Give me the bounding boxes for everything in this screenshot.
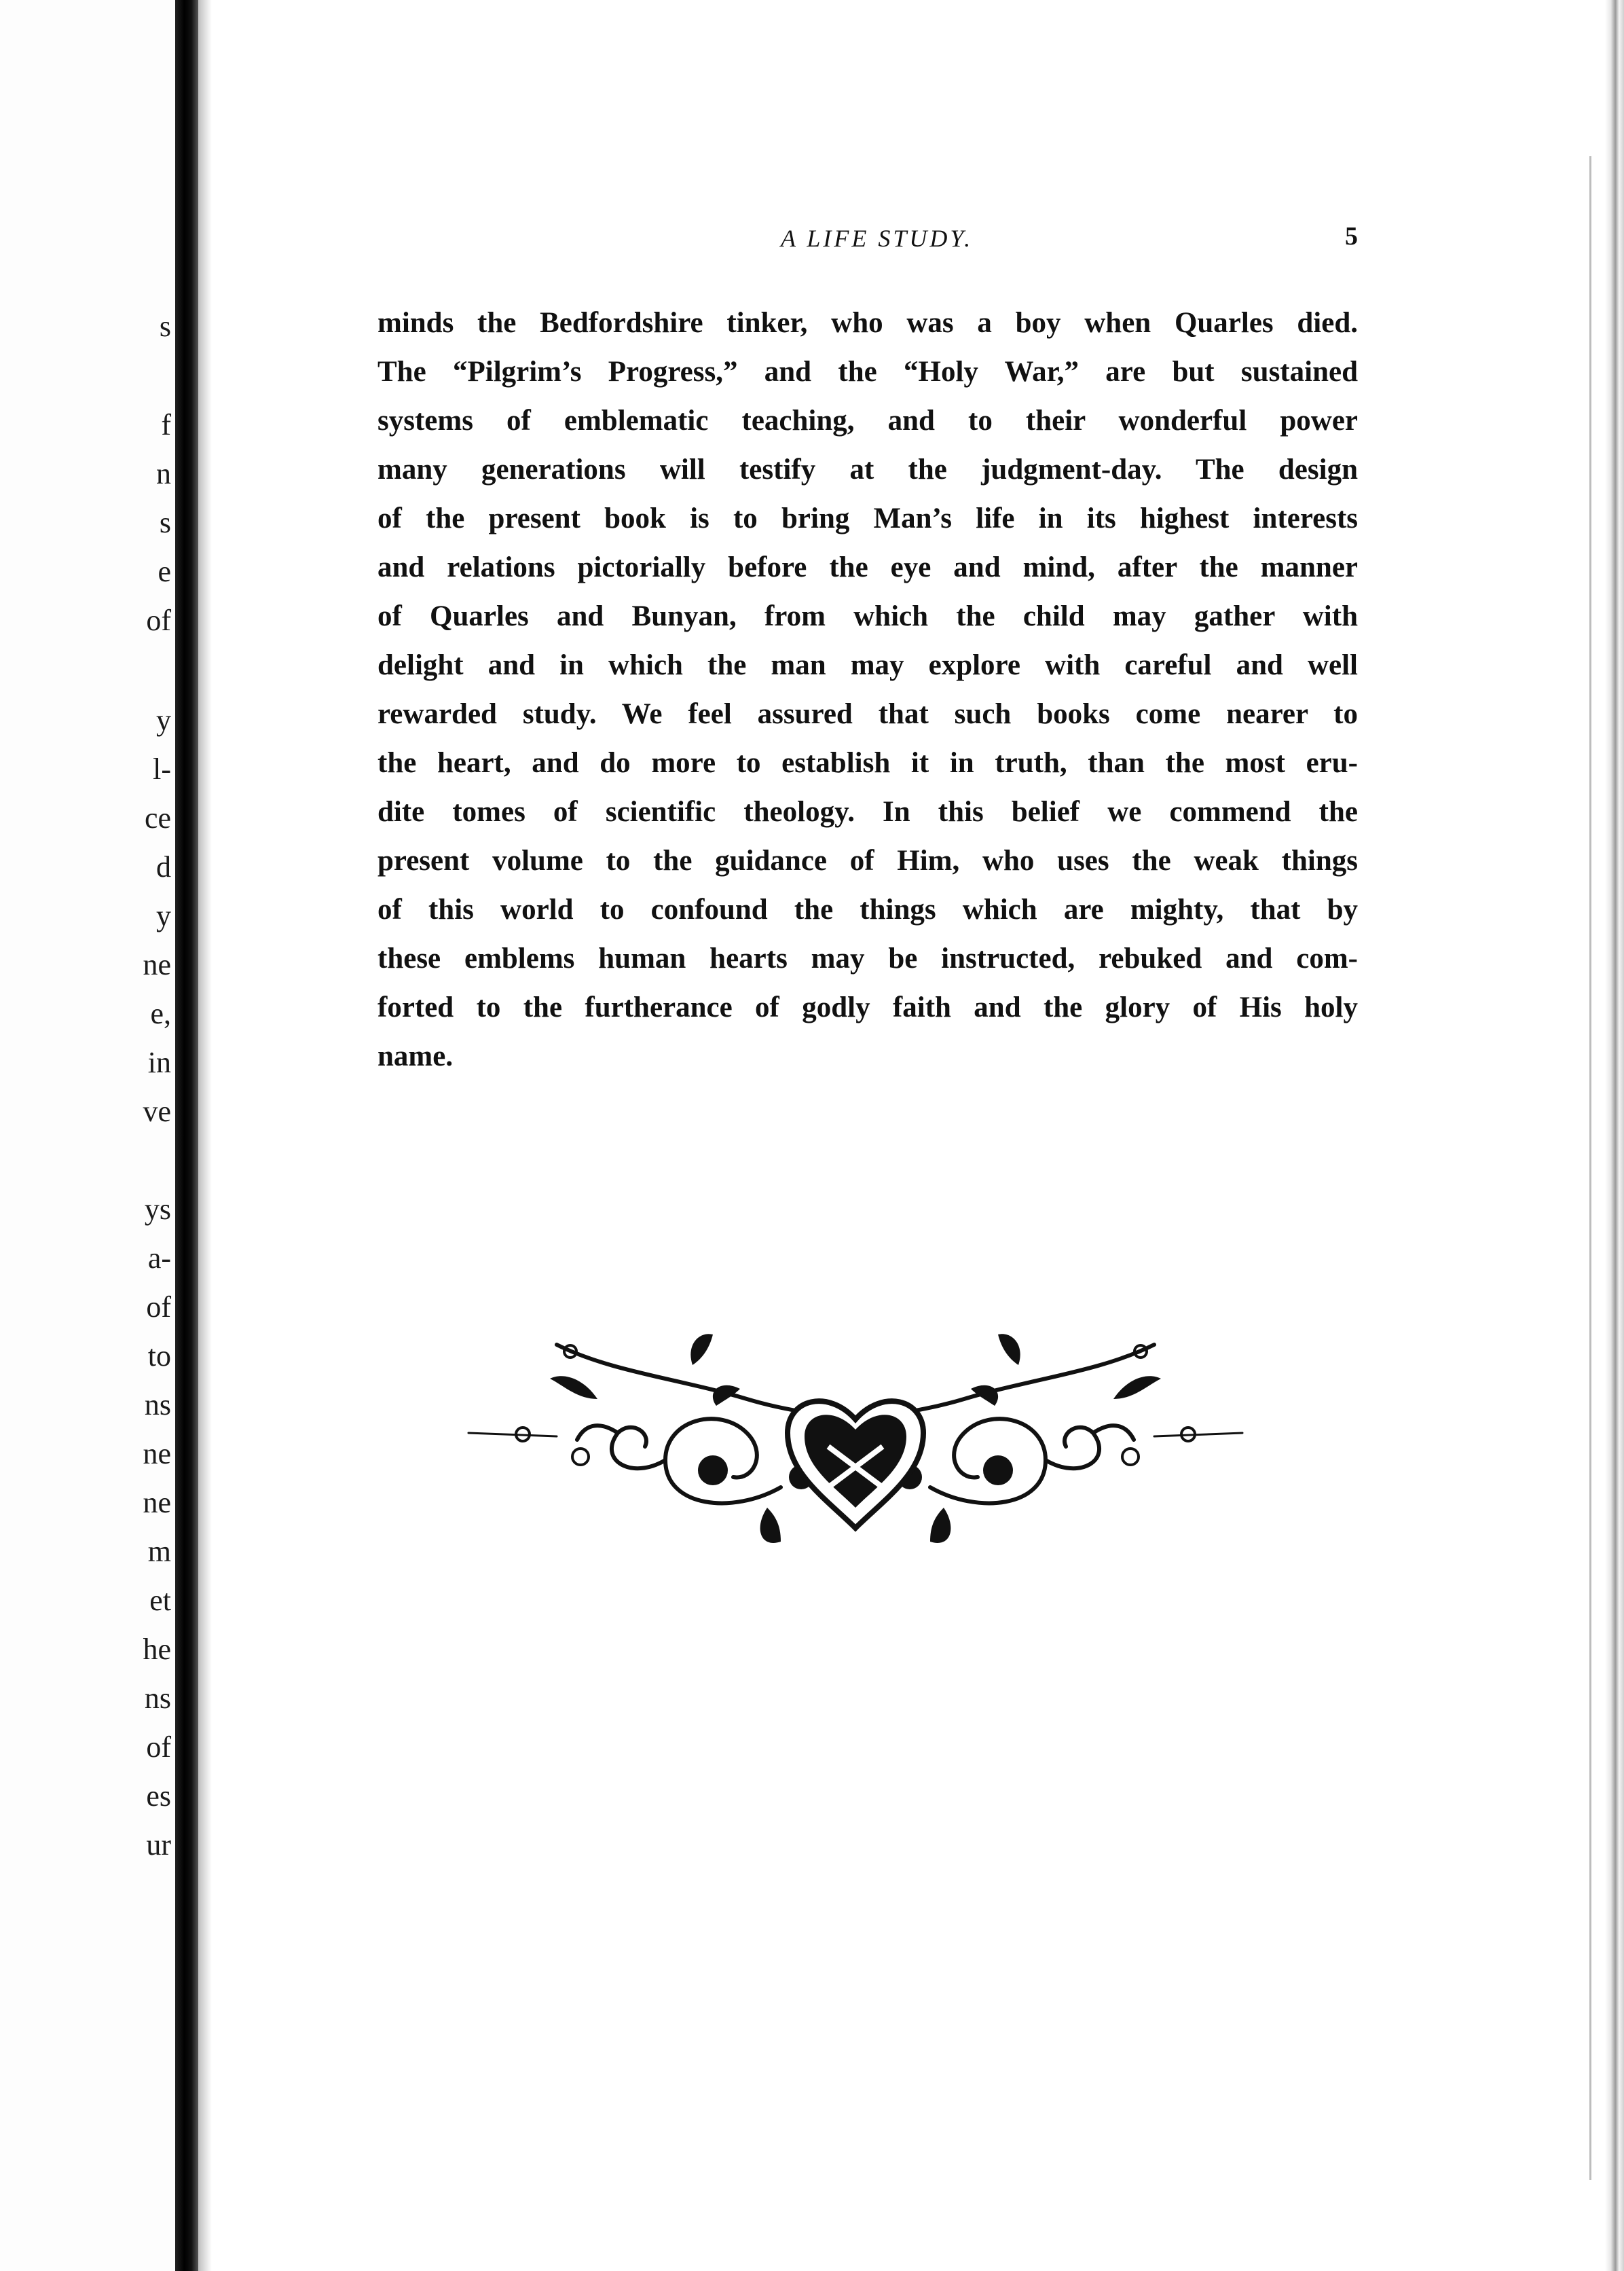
facing-text-fragment: e: [158, 555, 171, 588]
facing-text-fragment: y: [156, 704, 171, 737]
facing-text-fragment: of: [146, 1290, 171, 1324]
facing-text-fragment: ne: [143, 1486, 171, 1519]
facing-text-fragment: es: [146, 1779, 171, 1813]
body-line: present volume to the guidance of Him, who uses the weak things: [377, 845, 1358, 877]
body-line: many generations will testify at the judgment-day. The design: [377, 454, 1358, 486]
facing-text-fragment: to: [147, 1339, 171, 1373]
body-line: systems of emblematic teaching, and to their wonderful power: [377, 405, 1358, 437]
body-line: of Quarles and Bunyan, from which the child may gather with: [377, 600, 1358, 632]
facing-text-fragment: s: [159, 506, 171, 539]
body-line: minds the Bedfordshire tinker, who was a boy when Quarles died.: [377, 307, 1358, 339]
body-line: dite tomes of scientific theology. In this belief we commend the: [377, 796, 1358, 828]
body-line: of this world to confound the things which are mighty, that by: [377, 894, 1358, 926]
page-number: 5: [1345, 222, 1358, 251]
body-line: name.: [377, 1040, 454, 1072]
facing-text-fragment: ns: [144, 1388, 171, 1421]
floral-heart-vignette-icon: [462, 1324, 1249, 1569]
facing-text-fragment: s: [159, 310, 171, 343]
facing-text-fragment: of: [146, 1730, 171, 1764]
facing-text-fragment: f: [161, 408, 171, 441]
body-line: these emblems human hearts may be instructed, rebuked and com-: [377, 943, 1358, 975]
gutter-shadow: [198, 0, 212, 2271]
page-header: [380, 224, 1358, 265]
body-line: delight and in which the man may explore with careful and well: [377, 649, 1358, 681]
facing-page-fragment: [0, 0, 175, 2271]
facing-text-fragment: n: [156, 457, 171, 490]
body-line: the heart, and do more to establish it in truth, than the most eru-: [377, 747, 1358, 779]
facing-text-fragment: l-: [153, 752, 171, 786]
facing-text-fragment: ne: [143, 948, 171, 981]
body-line: forted to the furtherance of godly faith and the glory of His holy: [377, 992, 1358, 1023]
facing-text-fragment: a-: [147, 1241, 171, 1275]
facing-text-fragment: in: [147, 1046, 171, 1079]
facing-text-fragment: ys: [144, 1193, 171, 1226]
body-text: [377, 299, 1358, 1081]
page-fore-edge: [1605, 0, 1624, 2271]
book-gutter: [175, 0, 198, 2271]
body-line: The “Pilgrim’s Progress,” and the “Holy War,” are but sustained: [377, 356, 1358, 388]
facing-text-fragment: of: [146, 604, 171, 637]
facing-text-fragment: he: [143, 1633, 171, 1666]
facing-text-fragment: e,: [150, 997, 171, 1030]
facing-text-fragment: ve: [143, 1095, 171, 1128]
body-line: of the present book is to bring Man’s life in its highest interests: [377, 503, 1358, 534]
facing-text-fragment: d: [156, 850, 171, 884]
facing-text-fragment: y: [156, 899, 171, 932]
facing-text-fragment: m: [147, 1535, 171, 1568]
facing-text-fragment: ne: [143, 1437, 171, 1470]
facing-text-fragment: ce: [144, 801, 171, 835]
facing-text-fragment: ns: [144, 1682, 171, 1715]
facing-text-fragment: ur: [146, 1828, 171, 1861]
body-line: and relations pictorially before the eye and mind, after the manner: [377, 551, 1358, 583]
facing-text-fragment: et: [149, 1584, 171, 1617]
running-head: A LIFE STUDY.: [781, 225, 974, 252]
body-line: rewarded study. We feel assured that such books come nearer to: [377, 698, 1358, 730]
page-edge-line: [1589, 156, 1591, 2180]
